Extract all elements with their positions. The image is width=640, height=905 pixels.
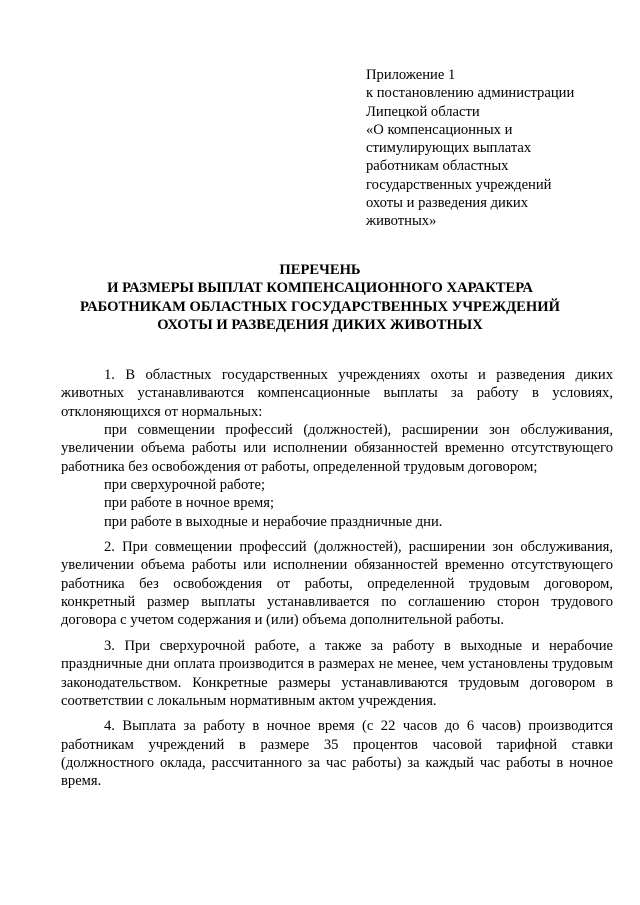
appendix-header [366,66,596,231]
paragraph-1-item-combining: при совмещении профессий (должностей), расширении зон обслуживания, увеличении объема работы или исполнении обязанностей временно отсутствующего работника без освобождения от работы, определенной трудовым договором; [61,422,613,475]
title-line: РАБОТНИКАМ ОБЛАСТНЫХ ГОСУДАРСТВЕННЫХ УЧРЕЖДЕНИЙ [80,298,560,315]
appendix-line: животных» [366,213,437,230]
paragraph-3: 3. При сверхурочной работе, а также за работу в выходные и нерабочие праздничные дни оплата производится в размерах не менее, чем установлены трудовым законодательством. Конкретные размеры устанавливаются трудовым договором в соответствии с локальным нормативным актом учреждения. [61,637,613,709]
appendix-line: работникам областных [366,158,509,175]
paragraph-2: 2. При совмещении профессий (должностей), расширении зон обслуживания, увеличении объема работы или исполнении обязанностей временно отсутствующего работника без освобождения от работы, определенной трудовым договором, конкретный размер выплаты устанавливается по соглашению сторон трудового договора с учетом содержания и (или) объема дополнительной работы. [61,539,613,629]
appendix-line: Липецкой области [366,103,480,120]
document-body [61,366,613,791]
paragraph-1: 1. В областных государственных учреждениях охоты и разведения диких животных устанавливаются компенсационные выплаты за работу в условиях, отклоняющихся от нормальных: [61,367,613,420]
paragraph-1-item-overtime: при сверхурочной работе; [104,477,265,494]
paragraph-1-item-holidays: при работе в выходные и нерабочие праздничные дни. [104,513,443,530]
document-title [60,261,580,334]
paragraph-1-item-night: при работе в ночное время; [104,495,275,512]
title-line: ОХОТЫ И РАЗВЕДЕНИЯ ДИКИХ ЖИВОТНЫХ [157,316,483,333]
title-line: И РАЗМЕРЫ ВЫПЛАТ КОМПЕНСАЦИОННОГО ХАРАКТЕРА [107,280,533,297]
title-line: ПЕРЕЧЕНЬ [279,262,361,278]
paragraph-4: 4. Выплата за работу в ночное время (с 22 часов до 6 часов) производится работникам учреждений в размере 35 процентов часовой тарифной ставки (должностного оклада, рассчитанного за час работы) за каждый час работы в ночное время. [61,718,613,790]
appendix-line: к постановлению администрации [366,85,575,102]
appendix-line: государственных учреждений [366,176,552,193]
appendix-line: «О компенсационных и [366,121,513,138]
appendix-line: охоты и разведения диких [366,195,529,212]
appendix-line: Приложение 1 [366,67,456,83]
appendix-line: стимулирующих выплатах [366,140,532,157]
